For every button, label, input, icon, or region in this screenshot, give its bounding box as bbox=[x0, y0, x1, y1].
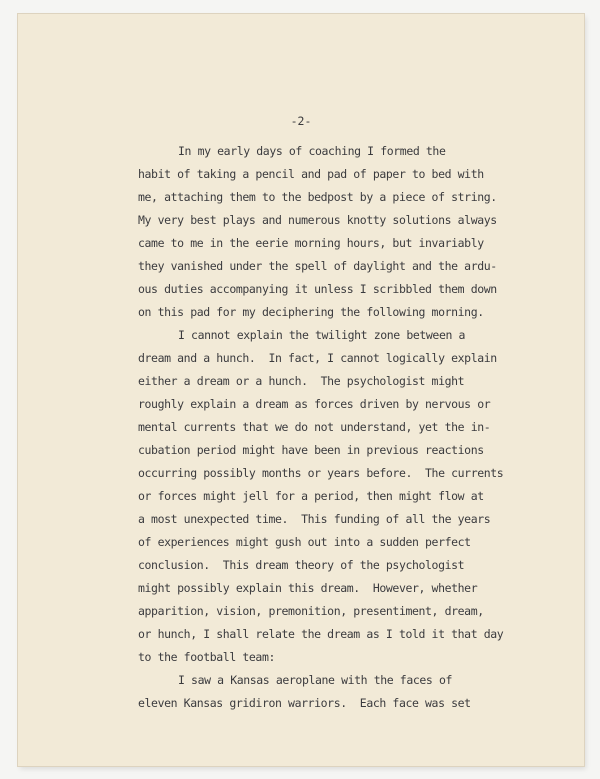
text-line: I saw a Kansas aeroplane with the faces of bbox=[178, 673, 452, 687]
text-line: or hunch, I shall relate the dream as I told it that day bbox=[138, 627, 504, 641]
text-line: habit of taking a pencil and pad of paper to bed with bbox=[138, 167, 484, 181]
text-line: came to me in the eerie morning hours, but invariably bbox=[138, 236, 484, 250]
text-line: In my early days of coaching I formed the bbox=[178, 144, 446, 158]
text-line: or forces might jell for a period, then might flow at bbox=[138, 489, 484, 503]
text-line: I cannot explain the twilight zone between a bbox=[178, 328, 466, 342]
text-line: on this pad for my deciphering the following morning. bbox=[138, 305, 484, 319]
text-line: apparition, vision, premonition, presentiment, dream, bbox=[138, 604, 484, 618]
text-line: conclusion. This dream theory of the psychologist bbox=[138, 558, 465, 572]
text-line: dream and a hunch. In fact, I cannot logically explain bbox=[138, 351, 497, 365]
text-line: might possibly explain this dream. However, whether bbox=[138, 581, 478, 595]
page-number: -2- bbox=[290, 114, 312, 128]
typewritten-page bbox=[18, 14, 584, 766]
text-line: cubation period might have been in previous reactions bbox=[138, 443, 484, 457]
text-line: me, attaching them to the bedpost by a piece of string. bbox=[138, 190, 497, 204]
text-line: roughly explain a dream as forces driven by nervous or bbox=[138, 397, 491, 411]
text-line: ous duties accompanying it unless I scribbled them down bbox=[138, 282, 497, 296]
text-line: they vanished under the spell of daylight and the ardu- bbox=[138, 259, 497, 273]
text-line: occurring possibly months or years before. The currents bbox=[138, 466, 504, 480]
text-line: eleven Kansas gridiron warriors. Each face was set bbox=[138, 696, 471, 710]
text-line: mental currents that we do not understand, yet the in- bbox=[138, 420, 491, 434]
text-line: a most unexpected time. This funding of all the years bbox=[138, 512, 491, 526]
text-line: My very best plays and numerous knotty solutions always bbox=[138, 213, 497, 227]
text-line: of experiences might gush out into a sudden perfect bbox=[138, 535, 471, 549]
text-line: either a dream or a hunch. The psychologist might bbox=[138, 374, 465, 388]
text-line: to the football team: bbox=[138, 650, 275, 664]
